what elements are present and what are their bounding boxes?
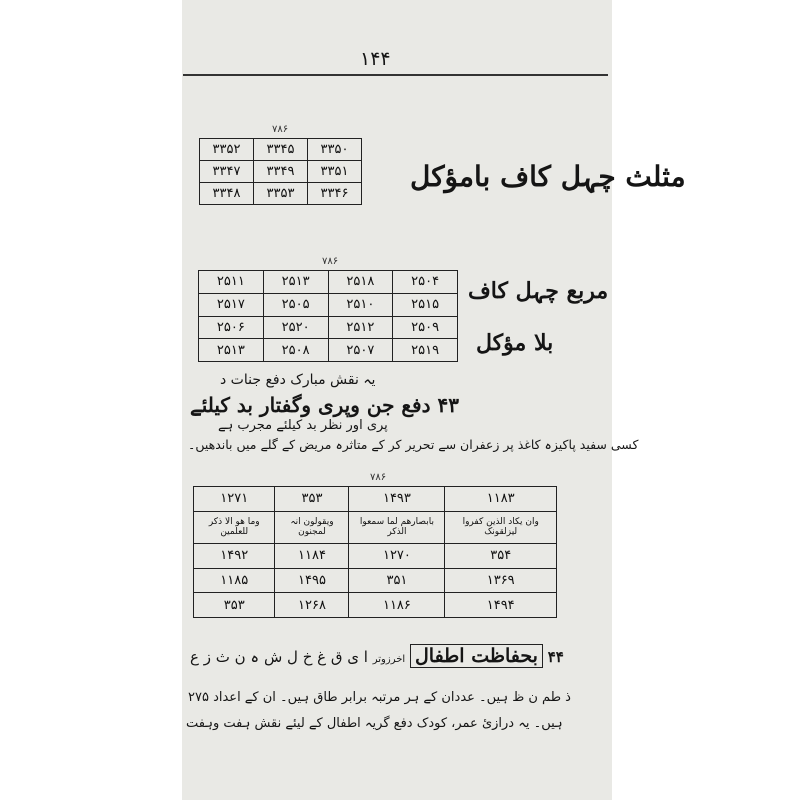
cell: وما ھو الا ذکر للعلمین (194, 511, 275, 543)
table-mark-3: ۷۸۶ (370, 472, 387, 483)
cell: ۳۳۵۲ (200, 139, 254, 161)
cell: ۳۳۴۶ (308, 183, 362, 205)
cell: ۱۴۹۲ (194, 544, 275, 569)
cell: ۲۵۱۳ (199, 339, 264, 362)
cell: ۳۳۴۵ (254, 139, 308, 161)
section4-line2: ذ طم ن ظ ہیں۔ عددان کے ہر مرتبہ برابر طاق ہیں۔ ان کے اعداد ۲۷۵ (188, 690, 571, 705)
table-row (194, 544, 557, 569)
cell: ۲۵۱۸ (328, 271, 393, 294)
section3-heading-text: دفع جن وپری وگفتار بد کیلئے (190, 393, 431, 417)
cell: ۱۲۷۰ (349, 544, 445, 569)
cell: ۲۵۱۵ (393, 293, 458, 316)
cell: ۳۳۵۱ (308, 161, 362, 183)
table-row (194, 568, 557, 593)
table-row (200, 183, 362, 205)
section3-heading (190, 393, 459, 417)
section2-title-line1: مربع چہل کاف (468, 278, 609, 304)
amulet-table (193, 486, 557, 618)
section1-title: مثلث چہل کاف بامؤکل (410, 160, 686, 193)
cell: ۱۲۷۱ (194, 487, 275, 512)
cell: ۲۵۱۰ (328, 293, 393, 316)
cell: ۱۱۸۵ (194, 568, 275, 593)
cell: ۳۳۵۳ (254, 183, 308, 205)
cell: ۱۴۹۴ (445, 593, 557, 618)
section2-title-line2: بلا مؤکل (476, 330, 554, 356)
cell: ۳۵۳ (275, 487, 349, 512)
section4-heading-line (190, 645, 564, 667)
table-row (200, 161, 362, 183)
table-row (199, 339, 458, 362)
section3-heading-tail: پری اور نظر بد کیلئے مجرب ہے (218, 418, 388, 433)
cell: ۳۵۳ (194, 593, 275, 618)
table-row (194, 511, 557, 543)
table-row (194, 487, 557, 512)
cell: ۱۱۸۴ (275, 544, 349, 569)
section3-instruction: کسی سفید پاکیزہ کاغذ پر زعفران سے تحریر کر کے متاثرہ مریض کے گلے میں باندھیں۔ (188, 437, 639, 452)
cell: ۲۵۱۹ (393, 339, 458, 362)
cell: ۲۵۱۱ (199, 271, 264, 294)
cell: ویقولون انہ لمجنون (275, 511, 349, 543)
cell: ۲۵۰۶ (199, 316, 264, 339)
cell: ۲۵۰۷ (328, 339, 393, 362)
cell: ۱۱۸۳ (445, 487, 557, 512)
section4-heading: بحفاظت اطفال (410, 644, 543, 668)
cell: ۲۵۲۰ (263, 316, 328, 339)
table-row (199, 271, 458, 294)
cell: ۳۵۴ (445, 544, 557, 569)
section4-line3: ہیں۔ یہ درازئ عمر، کودک دفع گریہ اطفال کے لیئے نقش ہفت وہفت (186, 716, 563, 731)
cell: ۲۵۰۸ (263, 339, 328, 362)
cell: ۲۵۰۴ (393, 271, 458, 294)
cell: ۱۴۹۳ (349, 487, 445, 512)
table-row (200, 139, 362, 161)
cell: ۲۵۱۷ (199, 293, 264, 316)
cell: ۲۵۰۵ (263, 293, 328, 316)
section3-intro: یہ نقش مبارک دفع جنات د (220, 372, 376, 388)
table-mark-1: ۷۸۶ (272, 124, 289, 135)
cell: ۲۵۱۲ (328, 316, 393, 339)
header-rule (183, 74, 608, 76)
cell: بابصارھم لما سمعوا الذکر (349, 511, 445, 543)
table-row (199, 316, 458, 339)
table-row (199, 293, 458, 316)
cell: ۲۵۰۹ (393, 316, 458, 339)
magic-square-4x4 (198, 270, 458, 362)
cell: ۱۴۹۵ (275, 568, 349, 593)
section3-number: ۴۳ (437, 393, 459, 417)
cell: ۳۳۴۸ (200, 183, 254, 205)
section4-note: اخرزوتر (372, 654, 406, 665)
cell: ۳۳۴۹ (254, 161, 308, 183)
page-number: ۱۴۴ (360, 48, 391, 70)
cell: ۲۵۱۳ (263, 271, 328, 294)
section4-letters: ا ی ق غ خ ل ش ہ ن ث ز ع (190, 648, 368, 666)
cell: ۱۲۶۸ (275, 593, 349, 618)
cell: ۱۳۶۹ (445, 568, 557, 593)
magic-square-3x3 (199, 138, 362, 205)
cell: ۱۱۸۶ (349, 593, 445, 618)
table-mark-2: ۷۸۶ (322, 256, 339, 267)
section4-number: ۴۴ (547, 648, 564, 666)
table-row (194, 593, 557, 618)
cell: ۳۳۵۰ (308, 139, 362, 161)
cell: ۳۵۱ (349, 568, 445, 593)
cell: وان یکاد الذین کفروا لیزلقونک (445, 511, 557, 543)
cell: ۳۳۴۷ (200, 161, 254, 183)
